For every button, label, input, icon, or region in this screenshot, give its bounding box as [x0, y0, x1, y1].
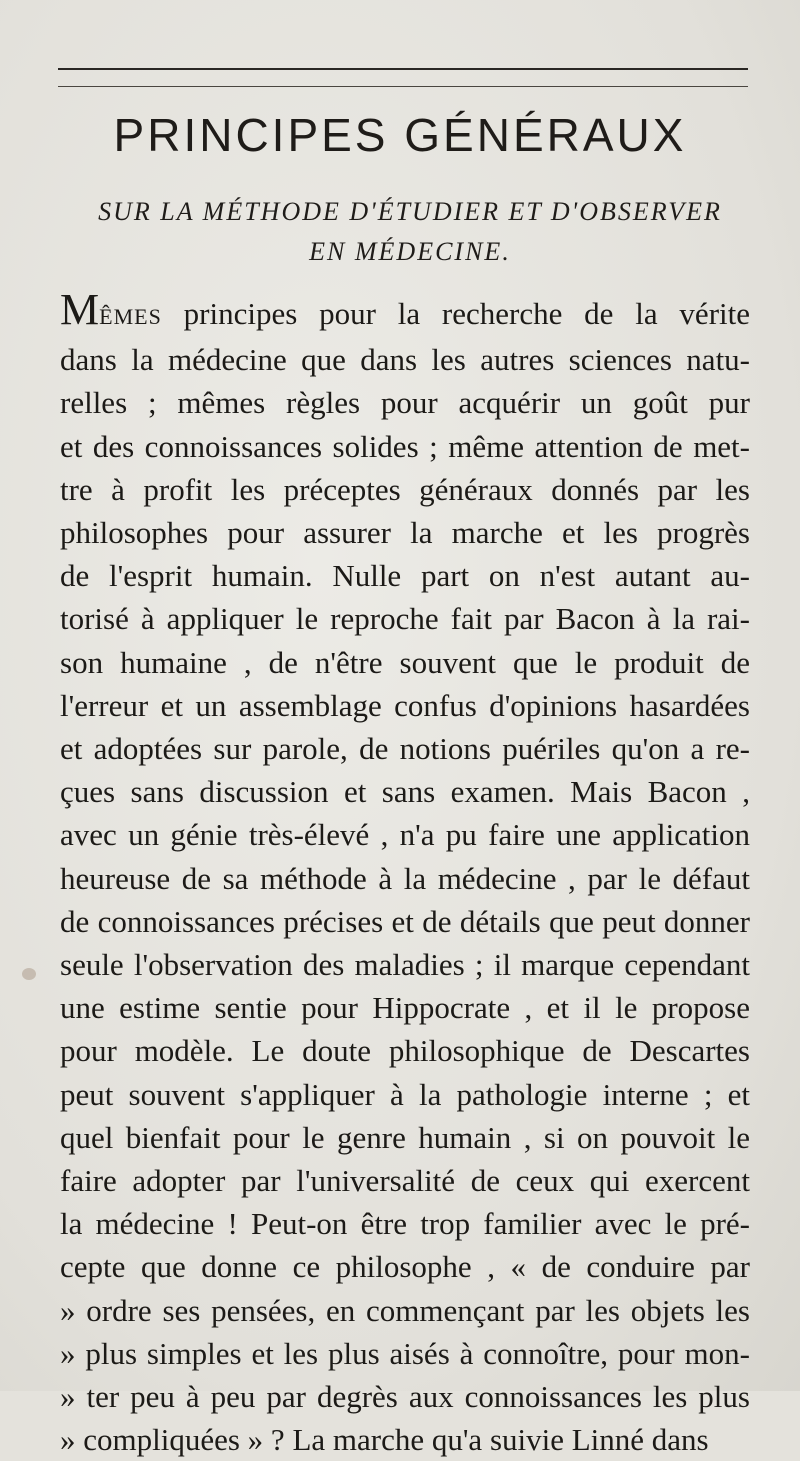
text-line: l'erreur et un assemblage confus d'opinions hasardées: [60, 687, 750, 723]
text-line: » compliquées » ? La marche qu'a suivie Linné dans: [60, 1422, 709, 1458]
header-rule-thin: [58, 86, 748, 87]
text-line: » ter peu à peu par degrès aux connoissances les plus: [60, 1379, 750, 1415]
text-line: quel bienfait pour le genre humain , si on pouvoit le: [60, 1119, 750, 1155]
first-line-rest: principes pour la recherche de la vérite: [161, 296, 750, 331]
text-line: relles ; mêmes règles pour acquérir un goût pur: [60, 385, 750, 421]
text-line: une estime sentie pour Hippocrate , et il le propose: [60, 990, 750, 1026]
text-line: et adoptées sur parole, de notions puériles qu'on a re-: [60, 731, 750, 767]
drop-cap: M: [60, 285, 100, 334]
text-line: son humaine , de n'être souvent que le produit de: [60, 644, 750, 680]
text-line: de connoissances précises et de détails que peut donner: [60, 903, 750, 939]
text-line: philosophes pour assurer la marche et les progrès: [60, 515, 750, 551]
text-line: tre à profit les préceptes généraux donnés par les: [60, 471, 750, 507]
text-line: cepte que donne ce philosophe , « de conduire par: [60, 1249, 750, 1285]
chapter-subtitle: [80, 192, 740, 272]
first-word-smallcaps: ÊMES: [99, 304, 162, 329]
text-line: peut souvent s'appliquer à la pathologie interne ; et: [60, 1076, 750, 1112]
text-line: torisé à appliquer le reproche fait par Bacon à la rai-: [60, 601, 750, 637]
text-line: avec un génie très-élevé , n'a pu faire une application: [60, 817, 750, 853]
paper-stain: [22, 968, 36, 980]
text-line: faire adopter par l'universalité de ceux qui exercent: [60, 1163, 750, 1199]
text-line: et des connoissances solides ; même attention de met-: [60, 428, 750, 464]
text-line: » ordre ses pensées, en commençant par les objets les: [60, 1292, 750, 1328]
text-line-first: [60, 285, 750, 338]
text-line: çues sans discussion et sans examen. Mais Bacon ,: [60, 774, 750, 810]
header-rule-thick: [58, 68, 748, 70]
text-line: heureuse de sa méthode à la médecine , par le défaut: [60, 860, 750, 896]
text-line: pour modèle. Le doute philosophique de Descartes: [60, 1033, 750, 1069]
subtitle-line-1: SUR LA MÉTHODE D'ÉTUDIER ET D'OBSERVER: [98, 197, 722, 226]
subtitle-line-2: EN MÉDECINE.: [309, 237, 511, 266]
text-line: seule l'observation des maladies ; il marque cependant: [60, 947, 750, 983]
text-line: » plus simples et les plus aisés à connoître, pour mon-: [60, 1335, 750, 1371]
chapter-title: PRINCIPES GÉNÉRAUX: [113, 109, 687, 161]
text-line: dans la médecine que dans les autres sciences natu-: [60, 342, 750, 378]
text-line: de l'esprit humain. Nulle part on n'est autant au-: [60, 558, 750, 594]
body-paragraph: [60, 285, 750, 1461]
text-line: la médecine ! Peut-on être trop familier avec le pré-: [60, 1206, 750, 1242]
